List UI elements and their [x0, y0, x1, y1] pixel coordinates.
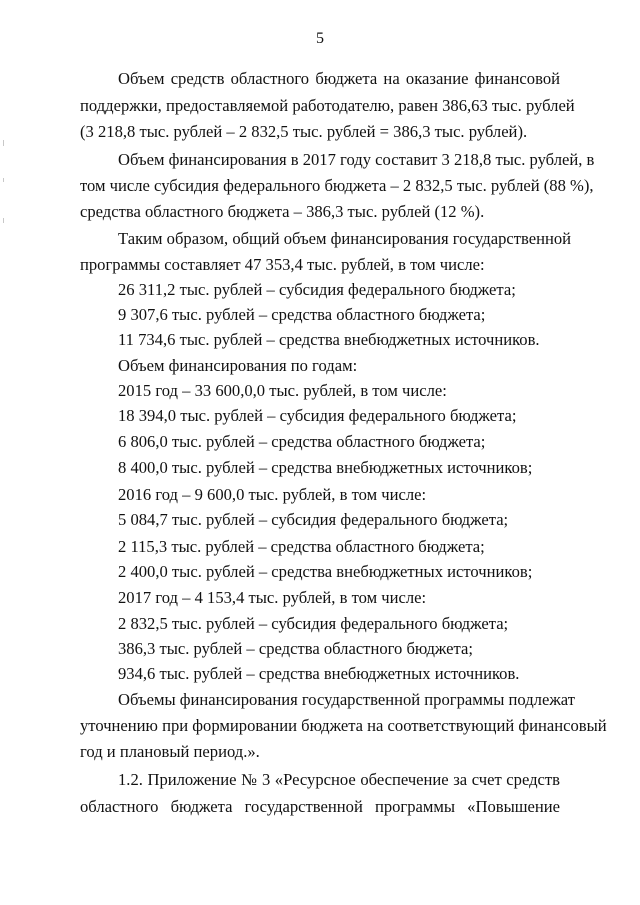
list-item: 934,6 тыс. рублей – средства внебюджетных источников.	[118, 664, 520, 683]
text-line: (3 218,8 тыс. рублей – 2 832,5 тыс. рублей = 386,3 тыс. рублей).	[80, 122, 528, 141]
text-line: Объем финансирования по годам:	[118, 356, 358, 375]
list-item: 18 394,0 тыс. рублей – субсидия федерального бюджета;	[118, 406, 517, 425]
text-line: 1.2. Приложение № 3 «Ресурсное обеспечение за счет средств	[118, 770, 560, 789]
page-number: 5	[316, 30, 324, 47]
text-line: Объем финансирования в 2017 году составит 3 218,8 тыс. рублей, в	[118, 150, 595, 169]
list-item: 9 307,6 тыс. рублей – средства областного бюджета;	[118, 305, 486, 324]
text-line: уточнению при формировании бюджета на соответствующий финансовый	[80, 716, 607, 735]
list-item: 2015 год – 33 600,0,0 тыс. рублей, в том числе:	[118, 381, 447, 400]
list-item: 2016 год – 9 600,0 тыс. рублей, в том числе:	[118, 485, 427, 504]
list-item: 2 400,0 тыс. рублей – средства внебюджетных источников;	[118, 562, 533, 581]
text-line: областного бюджета государственной программы «Повышение	[80, 797, 560, 816]
list-item: 8 400,0 тыс. рублей – средства внебюджетных источников;	[118, 458, 533, 477]
text-line: Таким образом, общий объем финансирования государственной	[118, 229, 572, 248]
text-line: программы составляет 47 353,4 тыс. рублей, в том числе:	[80, 255, 485, 274]
text-line: год и плановый период.».	[80, 742, 260, 761]
list-item: 11 734,6 тыс. рублей – средства внебюджетных источников.	[118, 330, 540, 349]
text-line: поддержки, предоставляемой работодателю, равен 386,63 тыс. рублей	[80, 96, 575, 115]
scan-margin-mark	[3, 218, 4, 223]
list-item: 26 311,2 тыс. рублей – субсидия федерального бюджета;	[118, 280, 516, 299]
list-item: 386,3 тыс. рублей – средства областного бюджета;	[118, 639, 473, 658]
scan-margin-mark	[3, 178, 4, 182]
text-line: средства областного бюджета – 386,3 тыс. рублей (12 %).	[80, 202, 485, 221]
text-line: Объемы финансирования государственной программы подлежат	[118, 690, 575, 709]
list-item: 6 806,0 тыс. рублей – средства областного бюджета;	[118, 432, 486, 451]
text-line: том числе субсидия федерального бюджета – 2 832,5 тыс. рублей (88 %),	[80, 176, 594, 195]
list-item: 5 084,7 тыс. рублей – субсидия федерального бюджета;	[118, 510, 509, 529]
list-item: 2 832,5 тыс. рублей – субсидия федерального бюджета;	[118, 614, 509, 633]
list-item: 2017 год – 4 153,4 тыс. рублей, в том числе:	[118, 588, 427, 607]
text-line: Объем средств областного бюджета на оказание финансовой	[118, 69, 560, 88]
list-item: 2 115,3 тыс. рублей – средства областного бюджета;	[118, 537, 485, 556]
scan-margin-mark	[3, 140, 4, 146]
